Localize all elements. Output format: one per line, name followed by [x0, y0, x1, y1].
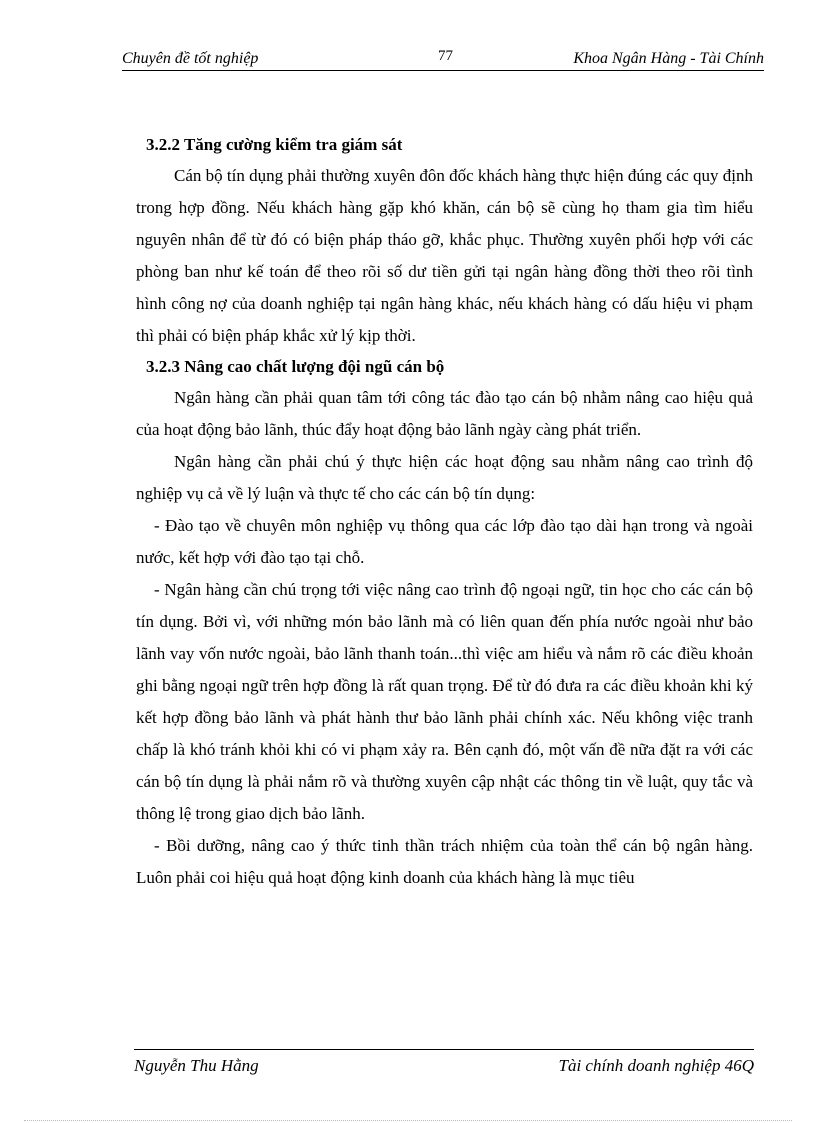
bullet-item: - Đào tạo về chuyên môn nghiệp vụ thông qua các lớp đào tạo dài hạn trong và ngoài nước, kết hợp với đào tạo tại chỗ. [136, 516, 753, 567]
section-heading-3-2-2: 3.2.2 Tăng cường kiểm tra giám sát [146, 135, 403, 154]
header-document-type: Chuyên đề tốt nghiệp [122, 50, 259, 67]
header-faculty: Khoa Ngân Hàng - Tài Chính [573, 50, 764, 67]
page-number: 77 [438, 48, 453, 64]
bullet-item: - Ngân hàng cần chú trọng tới việc nâng cao trình độ ngoại ngữ, tin học cho các cán bộ tín dụng. Bởi vì, với những món bảo lãnh mà có liên quan đến phía nước ngoài như bảo lãnh vay vốn nước ngoài, bảo lãnh thanh toán...thì việc am hiểu và nắm rõ các điều khoản ghi bằng ngoại ngữ trên hợp đồng là rất quan trọng. Để từ đó đưa ra các điều khoản khi ký kết hợp đồng bảo lãnh và phát hành thư bảo lãnh phải chính xác. Nếu không việc tranh chấp là khó tránh khỏi khi có vi phạm xảy ra. Bên cạnh đó, một vấn đề nữa đặt ra với các cán bộ tín dụng là phải nắm rõ và thường xuyên cập nhật các thông tin về luật, quy tắc và thông lệ trong giao dịch bảo lãnh. [136, 580, 753, 823]
footer-class: Tài chính doanh nghiệp 46Q [558, 1056, 754, 1075]
paragraph: Ngân hàng cần phải chú ý thực hiện các hoạt động sau nhằm nâng cao trình độ nghiệp vụ cả về lý luận và thực tế cho các cán bộ tín dụng: [136, 452, 753, 503]
bullet-item: - Bồi dưỡng, nâng cao ý thức tinh thần trách nhiệm của toàn thể cán bộ ngân hàng. Luôn phải coi hiệu quả hoạt động kinh doanh của khách hàng là mục tiêu [136, 836, 753, 887]
page-footer [134, 1049, 754, 1080]
page-boundary-divider [24, 1120, 792, 1121]
paragraph: Cán bộ tín dụng phải thường xuyên đôn đốc khách hàng thực hiện đúng các quy định trong hợp đồng. Nếu khách hàng gặp khó khăn, cán bộ sẽ cùng họ tham gia tìm hiểu nguyên nhân để từ đó có biện pháp tháo gỡ, khắc phục. Thường xuyên phối hợp với các phòng ban như kế toán để theo rõi số dư tiền gửi tại ngân hàng đồng thời theo rõi tình hình công nợ của doanh nghiệp tại ngân hàng khác, nếu khách hàng có dấu hiệu vi phạm thì phải có biện pháp khắc xử lý kịp thời. [136, 166, 753, 345]
page-header [122, 48, 764, 71]
paragraph: Ngân hàng cần phải quan tâm tới công tác đào tạo cán bộ nhằm nâng cao hiệu quả của hoạt động bảo lãnh, thúc đẩy hoạt động bảo lãnh ngày càng phát triển. [136, 388, 753, 439]
page-body [136, 130, 753, 894]
footer-author: Nguyễn Thu Hằng [134, 1056, 259, 1075]
section-heading-3-2-3: 3.2.3 Nâng cao chất lượng đội ngũ cán bộ [146, 357, 445, 376]
